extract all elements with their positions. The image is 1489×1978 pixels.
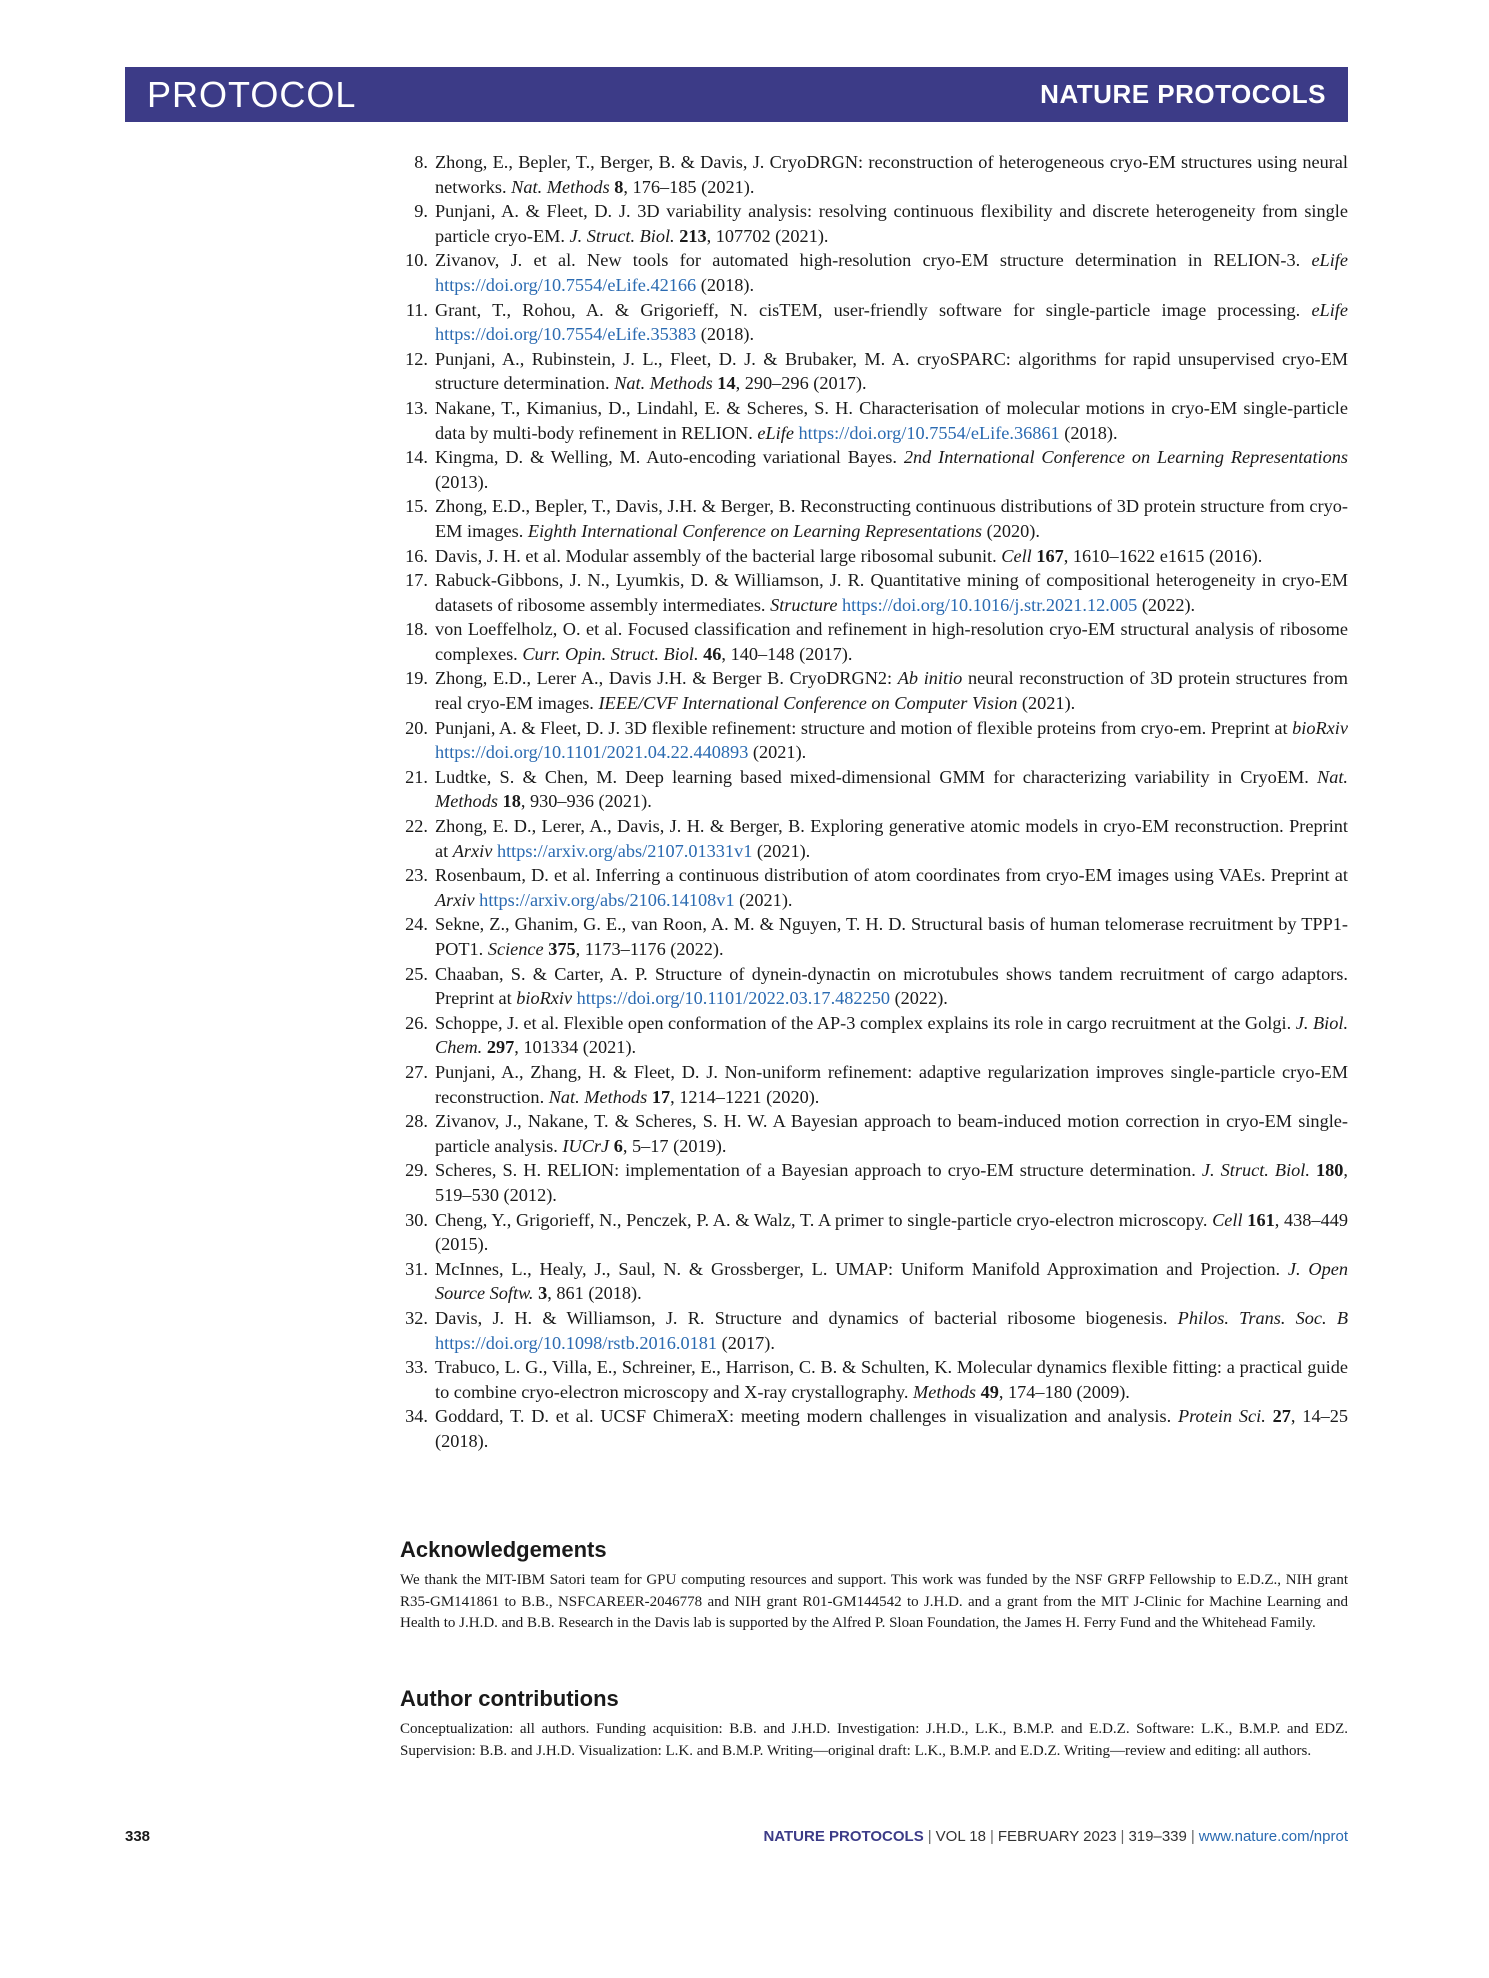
page-header-bar — [125, 67, 1348, 122]
author-contributions-heading: Author contributions — [400, 1686, 619, 1711]
reference-text: Zhong, E.D., Lerer A., Davis J.H. & Berger B. CryoDRGN2: — [435, 668, 898, 689]
reference-italic-text: Cell — [1001, 545, 1032, 566]
acknowledgements-text: We thank the MIT-IBM Satori team for GPU computing resources and support. This work was funded by the NSF GRFP Fellowship to E.D.Z., NIH grant R35-GM141861 to B.B., NSFCAREER-2046778 and NIH grant R01-GM144542 to J.H.D. and a grant from the MIT J-Clinic for Machine Learning and Health to J.H.D. and B.B. Research in the Davis lab is supported by the Alfred P. Sloan Foundation, the James H. Ferry Fund and the Whitehead Family. — [400, 1572, 1348, 1631]
reference-volume: 213 — [679, 225, 707, 246]
reference-text: Punjani, A., Zhang, H. & Fleet, D. J. Non-uniform refinement: adaptive regularization improves single-particle cryo-EM reconstruction. — [435, 1061, 1348, 1107]
reference-number: 28. — [405, 1111, 428, 1132]
reference-item — [400, 1355, 1348, 1404]
reference-italic-text: Nat. Methods — [614, 373, 713, 394]
footer-pages: 319–339 — [1128, 1828, 1187, 1845]
reference-doi-link[interactable]: https://doi.org/10.1101/2022.03.17.482250 — [576, 988, 890, 1009]
reference-doi-link[interactable]: https://arxiv.org/abs/2106.14108v1 — [479, 889, 735, 910]
reference-doi-link[interactable]: https://doi.org/10.1101/2021.04.22.440893 — [435, 742, 749, 763]
reference-text: (2018). — [696, 324, 755, 345]
reference-italic-text: Arxiv — [435, 889, 475, 910]
reference-text: McInnes, L., Healy, J., Saul, N. & Grossberger, L. UMAP: Uniform Manifold Approximation and Projection. — [435, 1258, 1288, 1279]
reference-item — [400, 962, 1348, 1011]
reference-text: Nakane, T., Kimanius, D., Lindahl, E. & Scheres, S. H. Characterisation of molecular motions in cryo-EM single-particle data by multi-body refinement in RELION. — [435, 397, 1348, 443]
reference-text: , 5–17 (2019). — [622, 1135, 727, 1156]
reference-number: 12. — [405, 348, 428, 369]
reference-text: Rosenbaum, D. et al. Inferring a continuous distribution of atom coordinates from cryo-EM images using VAEs. Preprint at — [435, 865, 1348, 886]
reference-number: 29. — [405, 1160, 428, 1181]
reference-item — [400, 765, 1348, 814]
reference-volume: 49 — [980, 1381, 999, 1402]
reference-text: Goddard, T. D. et al. UCSF ChimeraX: meeting modern challenges in visualization and analysis. — [435, 1406, 1178, 1427]
reference-italic-text: eLife — [757, 422, 794, 443]
reference-text: Sekne, Z., Ghanim, G. E., van Roon, A. M. & Nguyen, T. H. D. Structural basis of human telomerase recruitment by TPP1-POT1. — [435, 914, 1348, 959]
reference-text: Chaaban, S. & Carter, A. P. Structure of dynein-dynactin on microtubules shows tandem recruitment of cargo adaptors. Preprint at — [435, 963, 1348, 1009]
reference-volume: 14 — [717, 373, 736, 394]
reference-text: (2021). — [752, 840, 811, 861]
reference-volume: 297 — [486, 1037, 515, 1058]
reference-text: , 930–936 (2021). — [520, 791, 652, 812]
reference-text: Rabuck-Gibbons, J. N., Lyumkis, D. & Williamson, J. R. Quantitative mining of compositional heterogeneity in cryo-EM datasets of ribosome assembly intermediates. — [435, 570, 1348, 615]
reference-italic-text: Structure — [770, 594, 838, 615]
reference-text: (2013). — [435, 471, 489, 492]
reference-number: 13. — [405, 397, 428, 418]
reference-number: 9. — [414, 201, 428, 222]
reference-item — [400, 716, 1348, 765]
reference-italic-text: Philos. Trans. Soc. B — [1177, 1307, 1348, 1328]
reference-text: von Loeffelholz, O. et al. Focused classification and refinement in high-resolution cryo-EM structural analysis of ribosome complexes. — [435, 619, 1348, 664]
reference-number: 21. — [405, 766, 428, 787]
reference-item — [400, 1404, 1348, 1453]
reference-item — [400, 1060, 1348, 1109]
reference-text: Davis, J. H. & Williamson, J. R. Structure and dynamics of bacterial ribosome biogenesis. — [435, 1307, 1178, 1328]
reference-item — [400, 150, 1348, 199]
reference-volume: 18 — [502, 791, 521, 812]
reference-volume: 46 — [703, 643, 722, 664]
reference-text: Ludtke, S. & Chen, M. Deep learning based mixed-dimensional GMM for characterizing variability in CryoEM. — [435, 766, 1318, 787]
reference-volume: 6 — [613, 1135, 623, 1156]
reference-volume: 3 — [538, 1283, 548, 1304]
reference-doi-link[interactable]: https://doi.org/10.1016/j.str.2021.12.005 — [842, 594, 1138, 615]
reference-item — [400, 396, 1348, 445]
reference-italic-text: J. Struct. Biol. — [1201, 1160, 1310, 1181]
footer-volume: VOL 18 — [935, 1828, 986, 1845]
reference-text: (2020). — [982, 520, 1040, 541]
reference-text: Punjani, A., Rubinstein, J. L., Fleet, D. J. & Brubaker, M. A. cryoSPARC: algorithms for rapid unsupervised cryo-EM structure determination. — [435, 348, 1348, 394]
reference-number: 33. — [405, 1357, 428, 1378]
reference-text: (2018). — [1059, 422, 1118, 443]
reference-number: 34. — [405, 1406, 428, 1427]
reference-italic-text: eLife — [1311, 250, 1348, 271]
reference-item — [400, 912, 1348, 961]
reference-item — [400, 1109, 1348, 1158]
footer-date: FEBRUARY 2023 — [997, 1828, 1117, 1845]
reference-text: , 140–148 (2017). — [721, 643, 853, 664]
reference-item — [400, 298, 1348, 347]
reference-text: Trabuco, L. G., Villa, E., Schreiner, E., Harrison, C. B. & Schulten, K. Molecular dynamics flexible fitting: a practical guide to combine cryo-electron microscopy and X-ray crystallography. — [435, 1357, 1348, 1402]
reference-text: Punjani, A. & Fleet, D. J. 3D flexible refinement: structure and motion of flexible proteins from cryo-em. Preprint at — [435, 717, 1293, 738]
reference-volume: 161 — [1247, 1209, 1275, 1230]
reference-text: Schoppe, J. et al. Flexible open conformation of the AP-3 complex explains its role in cargo recruitment at the Golgi. — [435, 1012, 1296, 1033]
reference-text: Zhong, E. D., Lerer, A., Davis, J. H. & Berger, B. Exploring generative atomic models in cryo-EM reconstruction. Preprint at — [435, 816, 1348, 861]
reference-italic-text: Protein Sci. — [1177, 1406, 1266, 1427]
reference-text: Zhong, E., Bepler, T., Berger, B. & Davis, J. CryoDRGN: reconstruction of heterogeneous cryo-EM structures using neural networks. — [435, 152, 1348, 197]
reference-number: 17. — [405, 570, 428, 591]
reference-text — [1266, 1406, 1273, 1426]
reference-number: 18. — [405, 619, 428, 640]
reference-number: 14. — [405, 447, 428, 468]
reference-number: 24. — [405, 914, 428, 935]
reference-number: 20. — [405, 717, 428, 738]
reference-item — [400, 617, 1348, 666]
reference-doi-link[interactable]: https://doi.org/10.7554/eLife.42166 — [435, 274, 697, 295]
reference-volume: 27 — [1272, 1406, 1291, 1427]
reference-text: Davis, J. H. et al. Modular assembly of the bacterial large ribosomal subunit. — [435, 545, 1002, 566]
footer-url-link[interactable]: www.nature.com/nprot — [1198, 1828, 1348, 1845]
reference-italic-text: IEEE/CVF International Conference on Computer Vision — [598, 693, 1018, 714]
reference-italic-text: bioRxiv — [516, 988, 573, 1009]
reference-text: , 1214–1221 (2020). — [670, 1086, 820, 1107]
reference-text: , 107702 (2021). — [706, 225, 829, 246]
reference-italic-text: Curr. Opin. Struct. Biol. — [522, 643, 699, 664]
reference-item — [400, 666, 1348, 715]
reference-volume: 375 — [548, 939, 576, 959]
reference-text: Punjani, A. & Fleet, D. J. 3D variability analysis: resolving continuous flexibility and discrete heterogeneity from single particle cryo-EM. — [435, 201, 1348, 246]
reference-text: (2018). — [696, 274, 755, 295]
reference-italic-text: IUCrJ — [562, 1135, 610, 1156]
reference-number: 27. — [405, 1061, 428, 1082]
reference-italic-text: Cell — [1212, 1209, 1243, 1230]
reference-italic-text: bioRxiv — [1292, 717, 1348, 738]
reference-number: 8. — [414, 152, 428, 172]
reference-volume: 17 — [651, 1086, 671, 1107]
reference-text: Scheres, S. H. RELION: implementation of a Bayesian approach to cryo-EM structure determination. — [435, 1160, 1202, 1181]
reference-italic-text: 2nd International Conference on Learning Representations — [903, 447, 1348, 468]
reference-volume: 180 — [1316, 1160, 1344, 1181]
reference-text: Zivanov, J. et al. New tools for automated high-resolution cryo-EM structure determination in RELION-3. — [435, 250, 1312, 271]
reference-text: (2017). — [717, 1332, 775, 1353]
reference-text: , 438–449 (2015). — [435, 1209, 1348, 1255]
reference-italic-text: Ab initio — [897, 668, 963, 689]
footer-journal: NATURE PROTOCOLS — [763, 1828, 924, 1845]
reference-italic-text: eLife — [1311, 299, 1348, 320]
reference-text: , 1610–1622 e1615 (2016). — [1063, 545, 1263, 566]
reference-text: , 1173–1176 (2022). — [575, 939, 724, 959]
reference-italic-text: Nat. Methods — [435, 766, 1348, 812]
reference-text: , 519–530 (2012). — [435, 1160, 1348, 1205]
reference-item — [400, 1257, 1348, 1306]
reference-italic-text: J. Open Source Softw. — [435, 1258, 1348, 1304]
acknowledgements-heading: Acknowledgements — [400, 1537, 607, 1562]
reference-number: 11. — [405, 299, 428, 320]
reference-doi-link[interactable]: https://doi.org/10.7554/eLife.35383 — [435, 324, 697, 345]
reference-item — [400, 544, 1348, 569]
reference-text: , 14–25 (2018). — [435, 1406, 1349, 1451]
reference-italic-text: Methods — [913, 1381, 976, 1402]
reference-text: , 290–296 (2017). — [735, 373, 867, 394]
reference-italic-text: J. Struct. Biol. — [569, 225, 675, 246]
section-label: PROTOCOL — [147, 73, 357, 115]
reference-item — [400, 347, 1348, 396]
reference-number: 15. — [405, 496, 428, 517]
reference-volume: 167 — [1036, 545, 1064, 566]
author-contributions-text: Conceptualization: all authors. Funding acquisition: B.B. and J.H.D. Investigation: J.H.D., L.K., B.M.P. and E.D.Z. Software: L.K., B.M.P. and EDZ. Supervision: B.B. and J.H.D. Visualization: L.K. and B.M.P. Writing—original draft: L.K., B.M.P. and E.D.Z. Writing—review and editing: all authors. — [400, 1721, 1348, 1759]
reference-doi-link[interactable]: https://arxiv.org/abs/2107.01331v1 — [496, 840, 753, 861]
reference-list — [400, 150, 1348, 1453]
reference-item — [400, 494, 1348, 543]
reference-text: (2021). — [1017, 693, 1076, 714]
reference-number: 22. — [405, 816, 428, 837]
reference-text: Cheng, Y., Grigorieff, N., Penczek, P. A. & Walz, T. A primer to single-particle cryo-electron microscopy. — [435, 1209, 1213, 1230]
footer-citation: NATURE PROTOCOLS | VOL 18 | FEBRUARY 2023 | 319–339 | www.nature.com/nprot — [763, 1828, 1348, 1845]
reference-text: Zivanov, J., Nakane, T. & Scheres, S. H. W. A Bayesian approach to beam-induced motion correction in cryo-EM single-particle analysis. — [435, 1111, 1348, 1156]
reference-doi-link[interactable]: https://doi.org/10.7554/eLife.36861 — [798, 422, 1060, 443]
reference-number: 23. — [405, 865, 428, 886]
page-number: 338 — [125, 1828, 151, 1845]
reference-item — [400, 1011, 1348, 1060]
reference-number: 32. — [405, 1307, 428, 1328]
reference-text: Grant, T., Rohou, A. & Grigorieff, N. cisTEM, user-friendly software for single-particle image processing. — [435, 299, 1312, 320]
reference-number: 10. — [405, 250, 428, 271]
reference-item — [400, 1306, 1348, 1355]
reference-italic-text: J. Biol. Chem. — [435, 1012, 1349, 1058]
journal-label: NATURE PROTOCOLS — [1040, 79, 1326, 109]
reference-text: , 176–185 (2021). — [623, 176, 755, 197]
reference-text: (2022). — [1137, 594, 1196, 615]
reference-item — [400, 199, 1348, 248]
reference-doi-link[interactable]: https://doi.org/10.1098/rstb.2016.0181 — [435, 1332, 718, 1353]
reference-item — [400, 1208, 1348, 1257]
reference-text: , 101334 (2021). — [514, 1037, 637, 1058]
reference-text: (2021). — [748, 742, 807, 763]
reference-item — [400, 248, 1348, 297]
reference-item — [400, 814, 1348, 863]
reference-text: , 861 (2018). — [547, 1283, 642, 1304]
reference-italic-text: Eighth International Conference on Learning Representations — [527, 520, 983, 541]
reference-number: 26. — [405, 1012, 428, 1033]
reference-text: , 174–180 (2009). — [998, 1381, 1130, 1402]
reference-italic-text: Nat. Methods — [548, 1086, 648, 1107]
reference-text: neural reconstruction of 3D protein structures from real cryo-EM images. — [435, 668, 1348, 714]
reference-volume: 8 — [614, 176, 624, 197]
reference-number: 16. — [405, 545, 428, 566]
reference-text: Kingma, D. & Welling, M. Auto-encoding variational Bayes. — [435, 447, 904, 468]
reference-text: (2022). — [890, 988, 948, 1009]
reference-text: (2021). — [734, 889, 793, 910]
reference-item — [400, 568, 1348, 617]
reference-italic-text: Arxiv — [452, 840, 493, 861]
reference-italic-text: Science — [487, 939, 544, 959]
reference-number: 31. — [405, 1258, 428, 1279]
reference-text: Zhong, E.D., Bepler, T., Davis, J.H. & Berger, B. Reconstructing continuous distributions of 3D protein structure from cryo-EM images. — [435, 496, 1348, 541]
reference-italic-text: Nat. Methods — [511, 176, 610, 197]
reference-item — [400, 863, 1348, 912]
reference-number: 30. — [405, 1209, 428, 1230]
reference-number: 19. — [405, 668, 428, 689]
reference-number: 25. — [405, 963, 428, 984]
reference-item — [400, 1158, 1348, 1207]
reference-item — [400, 445, 1348, 494]
